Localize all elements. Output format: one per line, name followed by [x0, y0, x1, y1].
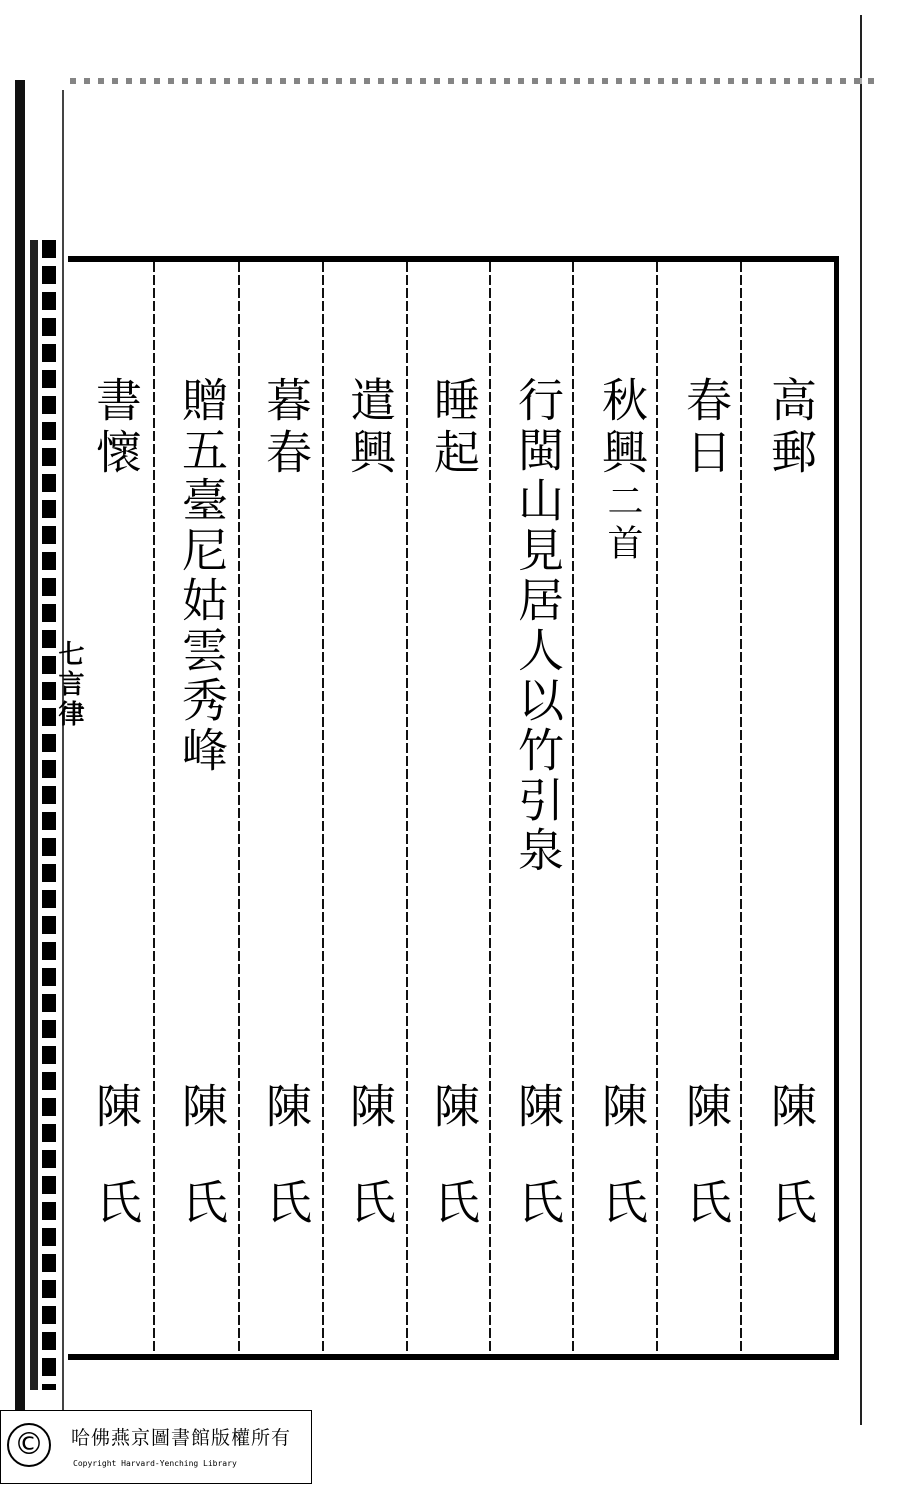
poem-title: 春日: [679, 376, 733, 480]
poem-title: 秋興: [595, 376, 649, 480]
poem-column: [246, 282, 326, 1342]
poem-title: 書懷: [89, 376, 143, 480]
copyright-notice: Copyright Harvard-Yenching Library: [73, 1459, 237, 1468]
copyright-holder: 哈佛燕京圖書館版權所有: [71, 1427, 292, 1449]
poem-title: 暮春: [259, 376, 313, 480]
poem-author: 陳氏: [427, 1082, 481, 1274]
poem-author: 陳氏: [259, 1082, 313, 1274]
book-spine: [0, 80, 70, 1410]
poem-author: 陳氏: [679, 1082, 733, 1274]
poem-column: [162, 282, 242, 1342]
poem-author: 陳氏: [511, 1082, 565, 1274]
poem-note: 二首: [602, 482, 643, 566]
spine-label: 七言律: [54, 640, 84, 730]
poem-title: 贈五臺尼姑雲秀峰: [175, 376, 229, 776]
poem-column: [76, 282, 156, 1342]
poem-title: 高郵: [764, 376, 818, 480]
text-frame: [68, 256, 839, 1360]
poem-column: [666, 282, 746, 1342]
poem-author: 陳氏: [175, 1082, 229, 1274]
poem-column: [414, 282, 494, 1342]
copyright-stamp: [0, 1410, 312, 1484]
poem-column: [330, 282, 410, 1342]
poem-title: 睡起: [427, 376, 481, 480]
poem-column: [582, 282, 662, 1342]
poem-author: 陳氏: [89, 1082, 143, 1274]
poem-title: 行閩山見居人以竹引泉: [511, 376, 565, 876]
poem-column: [498, 282, 578, 1342]
poem-title: 遣興: [343, 376, 397, 480]
poem-author: 陳氏: [764, 1082, 818, 1274]
copyright-icon: ©: [7, 1423, 51, 1467]
top-margin: [70, 78, 880, 84]
poem-author: 陳氏: [595, 1082, 649, 1274]
page-edge-line: [860, 15, 862, 1425]
poem-author: 陳氏: [343, 1082, 397, 1274]
poem-column: [751, 282, 831, 1342]
